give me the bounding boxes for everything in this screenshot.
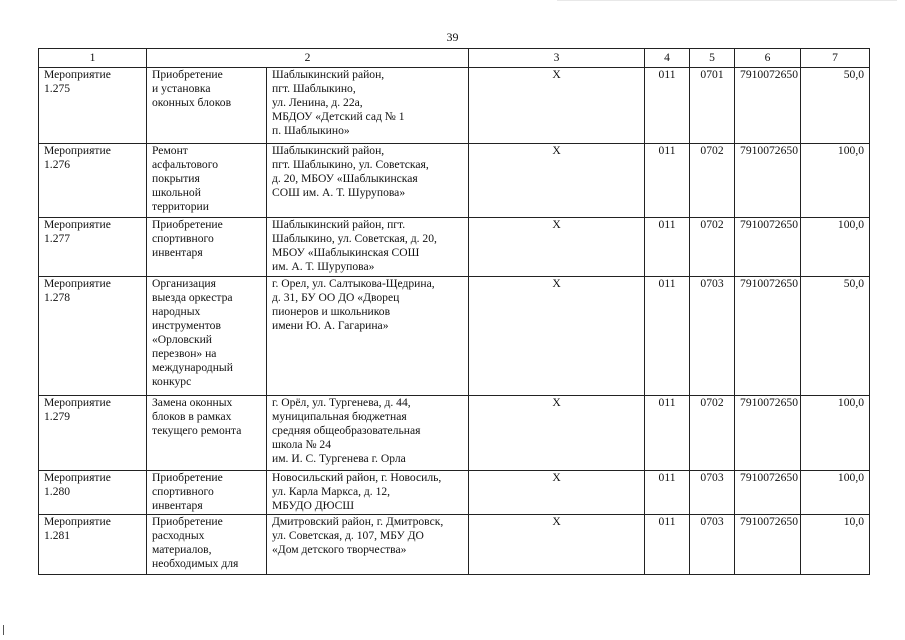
col7-cell: 100,0 bbox=[801, 218, 870, 277]
address-cell bbox=[267, 277, 469, 396]
address-text: Дмитровский район, г. Дмитровск, ул. Советская, д. 107, МБУ ДО «Дом детского творчества» bbox=[272, 515, 444, 556]
event-cell: Мероприятие 1.277 bbox=[39, 218, 147, 277]
name-cell: Приобретение спортивного инвентаря bbox=[147, 471, 267, 515]
event-cell: Мероприятие 1.278 bbox=[39, 277, 147, 396]
address-cell bbox=[267, 396, 469, 471]
event-cell: Мероприятие 1.276 bbox=[39, 144, 147, 218]
scan-artifact-line bbox=[557, 0, 897, 4]
header-col-1: 1 bbox=[39, 49, 147, 68]
name-cell: Приобретение расходных материалов, необходимых для bbox=[147, 515, 267, 575]
col6-cell: 7910072650 bbox=[735, 218, 801, 277]
col4-cell: 011 bbox=[645, 68, 690, 144]
col5-cell: 0702 bbox=[690, 396, 735, 471]
col3-cell: Х bbox=[469, 68, 645, 144]
address-cell bbox=[267, 515, 469, 575]
col4-cell: 011 bbox=[645, 471, 690, 515]
page-number: 39 bbox=[446, 30, 459, 44]
table-row bbox=[39, 396, 870, 471]
header-col-6: 6 bbox=[735, 49, 801, 68]
address-cell bbox=[267, 144, 469, 218]
col5-cell: 0702 bbox=[690, 144, 735, 218]
col7-cell: 100,0 bbox=[801, 471, 870, 515]
header-col-3: 3 bbox=[469, 49, 645, 68]
header-row bbox=[39, 49, 870, 68]
col6-cell: 7910072650 bbox=[735, 144, 801, 218]
col3-cell: Х bbox=[469, 515, 645, 575]
name-cell: Приобретение спортивного инвентаря bbox=[147, 218, 267, 277]
event-cell: Мероприятие 1.279 bbox=[39, 396, 147, 471]
address-text: Шаблыкинский район, пгт. Шаблыкино, ул. Советская, д. 20, МБОУ «Шаблыкинская СОШ им. А. Т. Шурупова» bbox=[272, 144, 429, 199]
address-cell bbox=[267, 68, 469, 144]
col6-cell: 7910072650 bbox=[735, 277, 801, 396]
table-row bbox=[39, 68, 870, 144]
col4-cell: 011 bbox=[645, 277, 690, 396]
col6-cell: 7910072650 bbox=[735, 471, 801, 515]
col3-cell: Х bbox=[469, 277, 645, 396]
col4-cell: 011 bbox=[645, 515, 690, 575]
table-row bbox=[39, 515, 870, 575]
scan-artifact-mark bbox=[3, 625, 4, 635]
address-text: г. Орёл, ул. Тургенева, д. 44, муниципальная бюджетная средняя общеобразовательная школа № 24 им. И. С. Тургенева г. Орла bbox=[272, 396, 421, 465]
col5-cell: 0703 bbox=[690, 471, 735, 515]
col6-cell: 7910072650 bbox=[735, 515, 801, 575]
col3-cell: Х bbox=[469, 396, 645, 471]
col3-cell: Х bbox=[469, 471, 645, 515]
col3-cell: Х bbox=[469, 218, 645, 277]
event-cell: Мероприятие 1.275 bbox=[39, 68, 147, 144]
header-col-5: 5 bbox=[690, 49, 735, 68]
col4-cell: 011 bbox=[645, 396, 690, 471]
col7-cell: 100,0 bbox=[801, 396, 870, 471]
table-row bbox=[39, 277, 870, 396]
col6-cell: 7910072650 bbox=[735, 396, 801, 471]
event-cell: Мероприятие 1.280 bbox=[39, 471, 147, 515]
col7-cell: 50,0 bbox=[801, 68, 870, 144]
name-cell: Приобретение и установка оконных блоков bbox=[147, 68, 267, 144]
col6-cell: 7910072650 bbox=[735, 68, 801, 144]
address-text: Шаблыкинский район, пгт. Шаблыкино, ул. Советская, д. 20, МБОУ «Шаблыкинская СОШ им. А. Т. Шурупова» bbox=[272, 218, 437, 273]
col7-cell: 10,0 bbox=[801, 515, 870, 575]
table-row bbox=[39, 471, 870, 515]
address-cell bbox=[267, 218, 469, 277]
table-row bbox=[39, 144, 870, 218]
col4-cell: 011 bbox=[645, 218, 690, 277]
col5-cell: 0702 bbox=[690, 218, 735, 277]
event-cell: Мероприятие 1.281 bbox=[39, 515, 147, 575]
header-col-4: 4 bbox=[645, 49, 690, 68]
col7-cell: 50,0 bbox=[801, 277, 870, 396]
col5-cell: 0701 bbox=[690, 68, 735, 144]
header-col-2: 2 bbox=[147, 49, 469, 68]
name-cell: Ремонт асфальтового покрытия школьной территории bbox=[147, 144, 267, 218]
col3-cell: Х bbox=[469, 144, 645, 218]
address-text: Новосильский район, г. Новосиль, ул. Карла Маркса, д. 12, МБУДО ДЮСШ bbox=[272, 471, 442, 512]
col4-cell: 011 bbox=[645, 144, 690, 218]
header-col-7: 7 bbox=[801, 49, 870, 68]
name-cell: Замена оконных блоков в рамках текущего ремонта bbox=[147, 396, 267, 471]
address-text: г. Орел, ул. Салтыкова-Щедрина, д. 31, БУ ОО ДО «Дворец пионеров и школьников имени Ю. А. Гагарина» bbox=[272, 277, 435, 332]
budget-table bbox=[38, 48, 870, 575]
col7-cell: 100,0 bbox=[801, 144, 870, 218]
name-cell: Организация выезда оркестра народных инструментов «Орловский перезвон» на международный конкурс bbox=[147, 277, 267, 396]
address-text: Шаблыкинский район, пгт. Шаблыкино, ул. Ленина, д. 22а, МБДОУ «Детский сад № 1 п. Шаблыкино» bbox=[272, 68, 405, 137]
col5-cell: 0703 bbox=[690, 277, 735, 396]
address-cell bbox=[267, 471, 469, 515]
col5-cell: 0703 bbox=[690, 515, 735, 575]
table-row bbox=[39, 218, 870, 277]
